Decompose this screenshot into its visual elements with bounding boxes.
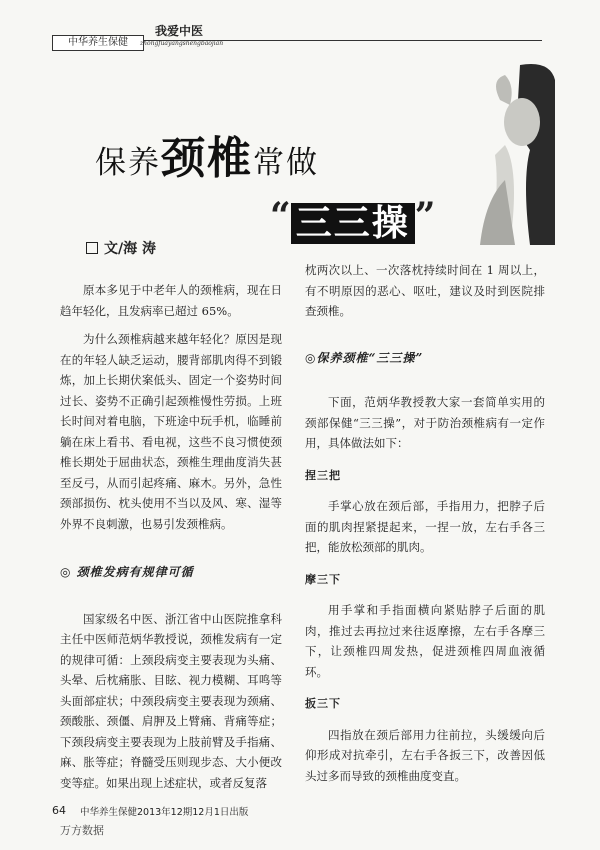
paragraph: 枕两次以上、一次落枕持续时间在 1 周以上，有不明原因的恶心、呕吐，建议及时到医院排查颈椎。 (305, 263, 545, 318)
title-part-d: 常做 (253, 145, 319, 181)
magazine-badge: 中华养生保健 (52, 35, 144, 51)
paragraph: 四指放在颈后部用力往前拉，头缓缓向后仰形成对抗牵引，左右手各扳三下，改善因低头过多而导致的颈椎曲度变直。 (305, 727, 545, 783)
author: 文/海 涛 (104, 241, 156, 257)
left-column (60, 280, 282, 793)
author-line (86, 238, 156, 258)
right-column (305, 260, 545, 786)
article-title-line1 (95, 122, 319, 186)
paragraph: 为什么颈椎病越来越年轻化？原因是现在的年轻人缺乏运动，腰背部肌肉得不到锻炼，加上长期伏案低头、固定一个姿势时间过长、姿势不正确引起颈椎慢性劳损。上班长时间对着电脑，下班途中玩手机，临睡前躺在床上看书、看电视，这些不良习惯使颈椎长期处于屈曲状态，颈椎生理曲度消失甚至反弓，从而引起疼痛、麻木。另外，急性颈部损伤、枕头使用不当以及风、寒、湿等外界不良刺激，也易引发颈椎病。 (60, 332, 282, 531)
column-title: 我爱中医 (155, 24, 204, 38)
paragraph: 用手掌和手指面横向紧贴脖子后面的肌肉，推过去再拉过来往返摩擦，左右手各摩三下，让颈椎四周发热，促进颈椎四周血液循环。 (305, 603, 545, 679)
subheading: 摩三下 (305, 572, 341, 586)
section-heading: ◎保养颈椎“三三操” (305, 350, 424, 365)
checkbox-square-icon (86, 242, 98, 254)
subheading: 捏三把 (305, 468, 341, 482)
paragraph: 手掌心放在颈后部，手指用力，把脖子后面的肌肉捏紧提起来，一捏一放，左右手各三把，能放松颈部的肌肉。 (305, 499, 545, 554)
column-pinyin: zhongfuayangshengbaojian (140, 40, 224, 47)
paragraph: 下面，范炳华教授教大家一套简单实用的颈部保健“三三操”，对于防治颈椎病有一定作用，具体做法如下： (305, 395, 545, 450)
article-title-line2 (270, 195, 435, 246)
title-part-a: 保养 (95, 145, 161, 181)
footer-publication: 中华养生保健2013年12期12月1日出版 (80, 807, 249, 818)
close-quote: ” (414, 195, 436, 237)
section-heading: ◎ 颈椎发病有规律可循 (60, 565, 194, 579)
open-quote: “ (270, 195, 291, 237)
watermark: 万方数据 (60, 824, 104, 837)
subheading: 扳三下 (305, 697, 341, 710)
woman-neck-pain-photo (460, 60, 555, 245)
title-main: 三三操 (291, 203, 415, 244)
title-part-c: 椎 (207, 133, 253, 184)
paragraph: 原本多见于中老年人的颈椎病，现在日趋年轻化，且发病率已超过 65%。 (60, 283, 282, 318)
page-number: 64 (52, 804, 66, 817)
title-part-b: 颈 (161, 133, 207, 184)
paragraph: 国家级名中医、浙江省中山医院推拿科主任中医师范炳华教授说，颈椎发病有一定的规律可循：上颈段病变主要表现为头痛、头晕、后枕痛胀、目眩、视力模糊、耳鸣等头面部症状；中颈段病变主要表现为颈痛、颈酸胀、颈僵、肩胛及上臂痛、背痛等症；下颈段病变主要表现为上肢前臂及手指痛、麻、胀等症；脊髓受压则现步态、大小便改变等症。如果出现上述症状，或者反复落 (60, 611, 282, 790)
